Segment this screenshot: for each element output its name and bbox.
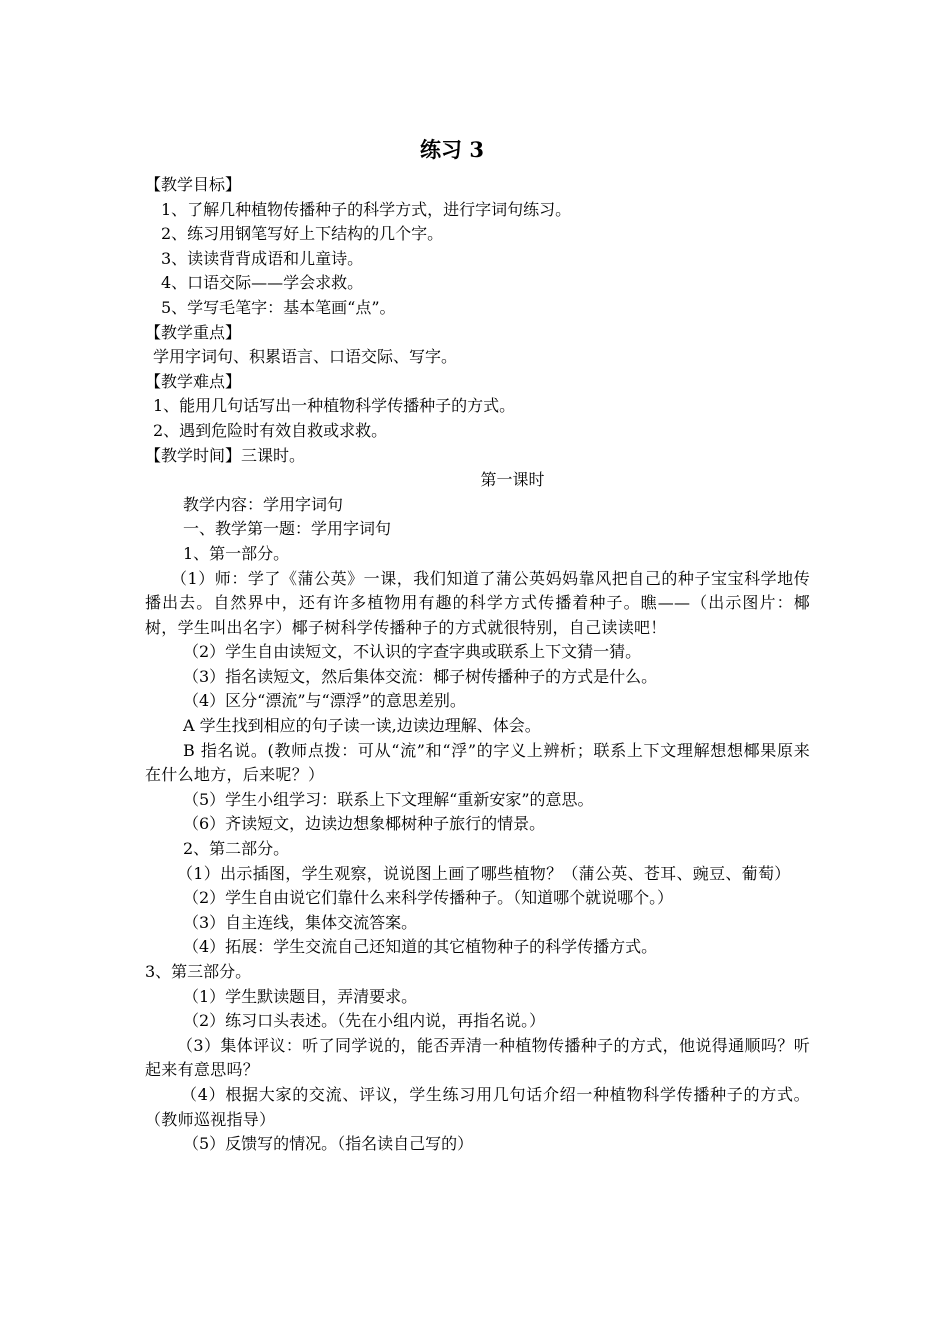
body-line: （1）学生默读题目，弄清要求。 [183,986,418,1006]
body-line: 2、第二部分。 [183,839,290,859]
body-paragraph: B 指名说。(教师点拨：可从“流”和“浮”的字义上辨析；联系上下文理解想想椰果原来在什么地方，后来呢？） [145,740,810,785]
document-body [145,173,810,1157]
body-paragraph: （1）师：学了《蒲公英》一课，我们知道了蒲公英妈妈靠风把自己的种子宝宝科学地传播出去。自然界中，还有许多植物用有趣的科学方式传播着种子。瞧——（出示图片：椰树，学生叫出名字）椰子树科学传播种子的方式就很特别，自己读读吧！ [145,568,810,637]
body-line: 【教学目标】 [145,175,242,194]
body-line: 学用字词句、积累语言、口语交际、写字。 [153,347,458,367]
body-line: （3）指名读短文，然后集体交流：椰子树传播种子的方式是什么。 [183,666,658,686]
section-heading: 第一课时 [480,470,545,490]
body-line: （3）自主连线，集体交流答案。 [183,912,418,932]
body-line: 2、遇到危险时有效自救或求救。 [153,420,388,440]
body-paragraph: （3）集体评议：听了同学说的，能否弄清一种植物传播种子的方式，他说得通顺吗？听起来有意思吗？ [145,1035,810,1080]
body-line: （2）学生自由说它们靠什么来科学传播种子。（知道哪个就说哪个。） [183,888,674,908]
document-title: 练习 3 [420,137,484,162]
body-line: （4）拓展：学生交流自己还知道的其它植物种子的科学传播方式。 [183,937,658,957]
body-line: A 学生找到相应的句子读一读,边读边理解、体会。 [183,716,541,736]
body-line: 3、第三部分。 [145,962,252,981]
body-line: 3、读读背背成语和儿童诗。 [161,248,364,268]
body-line: 5、学写毛笔字：基本笔画“点”。 [161,297,396,317]
body-line: 1、了解几种植物传播种子的科学方式，进行字词句练习。 [161,199,572,219]
body-paragraph: （4）根据大家的交流、评议，学生练习用几句话介绍一种植物科学传播种子的方式。（教师巡视指导） [145,1084,810,1129]
body-line: 1、第一部分。 [183,543,290,563]
body-line: 【教学时间】三课时。 [145,445,306,465]
body-line: （4）区分“漂流”与“漂浮”的意思差别。 [183,691,466,711]
body-paragraph: （1）出示插图，学生观察，说说图上画了哪些植物？（蒲公英、苍耳、豌豆、葡萄） [177,863,791,883]
body-line: （5）反馈写的情况。（指名读自己写的） [183,1134,474,1154]
body-line: 教学内容：学用字词句 [183,494,344,514]
body-line: （2）学生自由读短文，不认识的字查字典或联系上下文猜一猜。 [183,642,642,662]
body-line: 【教学重点】 [145,322,242,342]
body-line: 4、口语交际——学会求救。 [161,273,364,293]
body-line: （2）练习口头表述。（先在小组内说，再指名说。） [183,1011,546,1031]
body-line: （5）学生小组学习：联系上下文理解“重新安家”的意思。 [183,789,594,809]
body-line: 【教学难点】 [145,371,242,391]
body-line: （6）齐读短文，边读边想象椰树种子旅行的情景。 [183,814,546,834]
body-line: 1、能用几句话写出一种植物科学传播种子的方式。 [153,396,516,416]
body-line: 一、教学第一题：学用字词句 [183,519,392,539]
body-line: 2、练习用钢笔写好上下结构的几个字。 [161,224,444,244]
